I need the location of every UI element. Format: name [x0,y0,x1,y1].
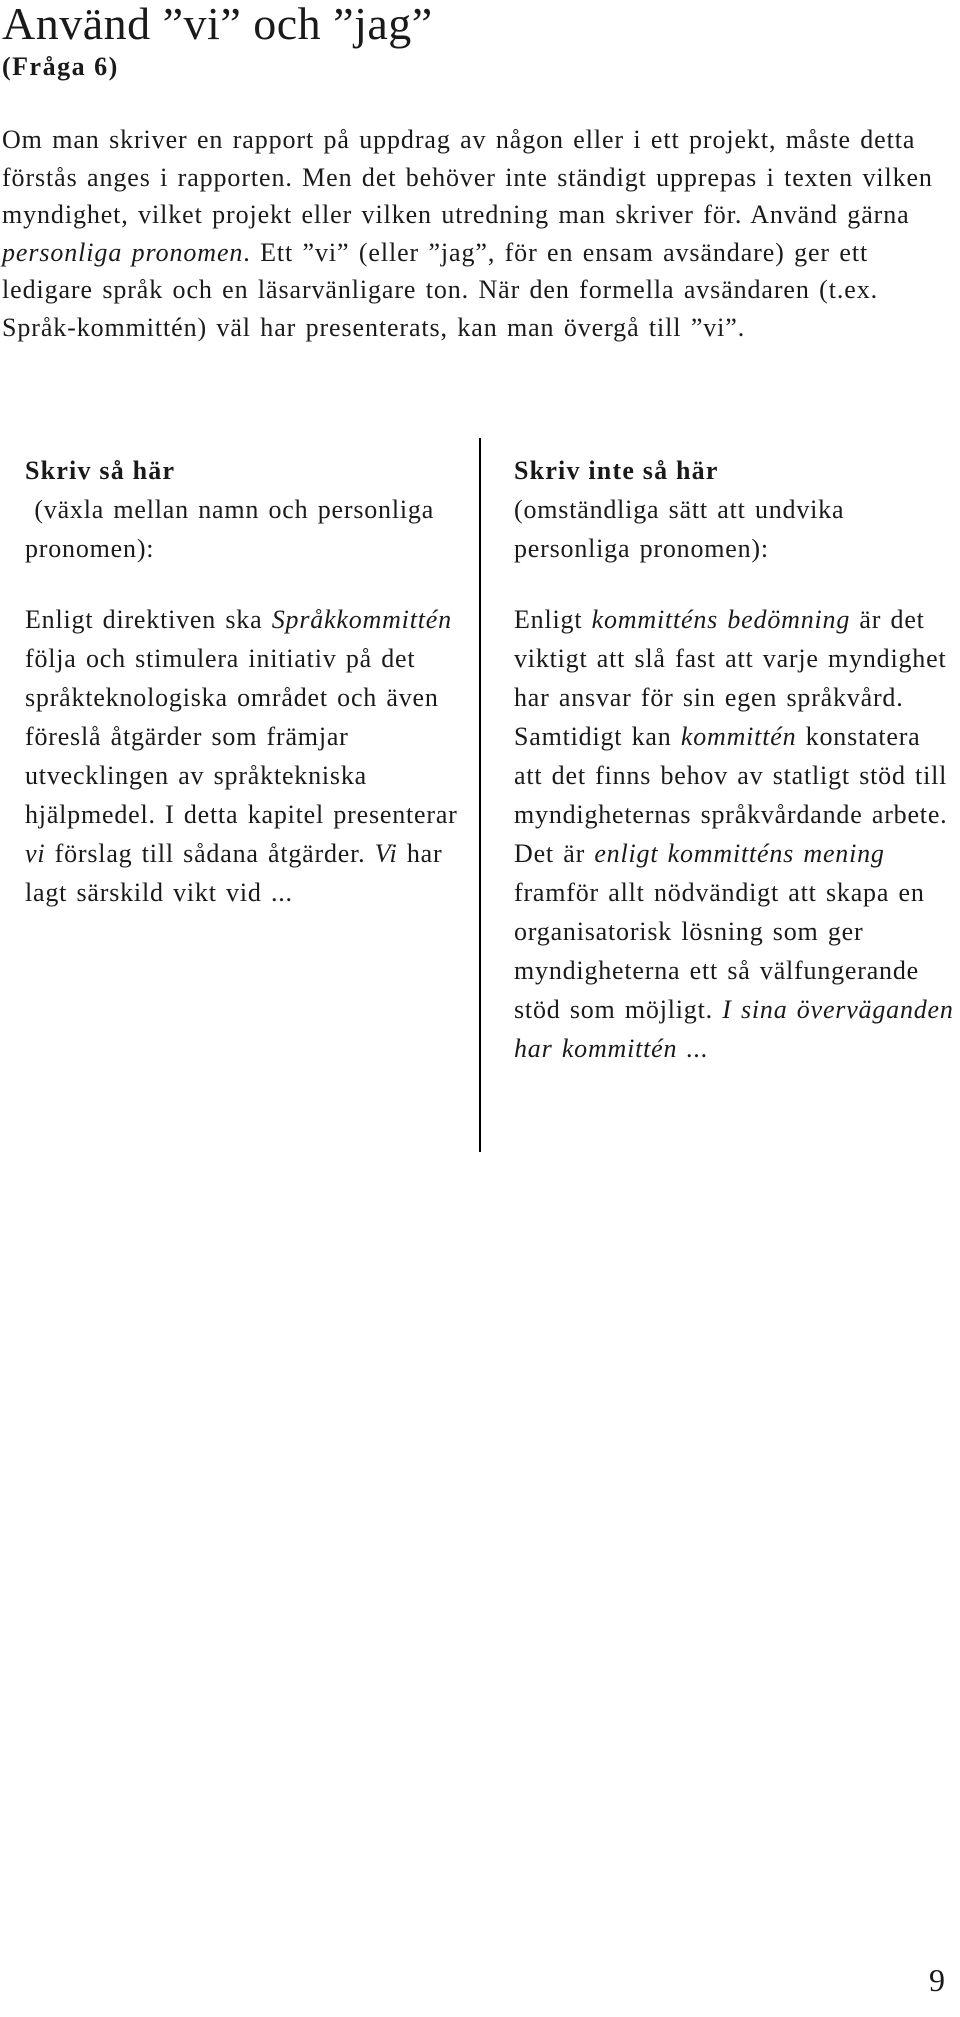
emphasis-run: Vi [374,839,398,868]
text-run: förslag till sådana åtgärder. [45,839,375,868]
emphasis-run: personliga pronomen [2,237,244,267]
do-write-example [25,600,465,912]
dont-write-heading: Skriv inte så här [514,456,719,485]
column-divider [479,438,481,1152]
text-run: konstatera att det finns behov av statligt stöd till myndigheternas språkvårdande arbete. Det är [514,722,948,868]
emphasis-run: I sina överväganden har kommittén ... [514,995,954,1063]
text-run: . Ett ”vi” (eller ”jag”, för en ensam avsändare) ger ett ledigare språk och en läsarvänligare ton. När den formella avsändaren (t.ex. Språk-kommittén) väl har presenterats, kan man övergå till ”vi”. [2,237,878,342]
emphasis-run: vi [25,839,46,868]
dont-write-subheading: (omständliga sätt att undvika personliga pronomen): [514,495,845,563]
emphasis-run: kommittén [680,722,797,751]
question-label: (Fråga 6) [2,52,119,81]
text-run: är det viktigt att slå fast att varje myndighet har ansvar för sin egen språkvård. Samtidigt kan [514,605,947,751]
text-run: följa och stimulera initiativ på det språkteknologiska området och även föreslå åtgärder som främjar utvecklingen av språktekniska hjälpmedel. I detta kapitel presenterar [25,644,458,829]
dont-write-example [514,600,954,1068]
dont-write-column [514,452,954,1068]
page-title: Använd ”vi” och ”jag” [2,0,433,49]
text-run: Enligt [514,605,592,634]
do-write-subheading: (växla mellan namn och personliga pronomen): [25,495,444,563]
page-number: 9 [929,1962,945,1998]
do-write-heading: Skriv så här [25,456,176,485]
text-run: Om man skriver en rapport på uppdrag av någon eller i ett projekt, måste detta förstås anges i rapporten. Men det behöver inte ständigt upprepas i texten vilken myndighet, vilket projekt eller vilken utredning man skriver för. Använd gärna [2,125,933,229]
do-write-column [25,452,465,912]
emphasis-run: Språkkommittén [271,605,452,634]
text-run: Enligt direktiven ska [25,605,272,634]
intro-paragraph [2,121,942,346]
emphasis-run: enligt kommitténs mening [594,839,885,868]
emphasis-run: kommitténs bedömning [591,605,851,634]
text-run: framför allt nödvändigt att skapa en organisatorisk lösning som ger myndigheterna ett så välfungerande stöd som möjligt. [514,878,925,1024]
text-run: har lagt särskild vikt vid ... [25,839,443,907]
